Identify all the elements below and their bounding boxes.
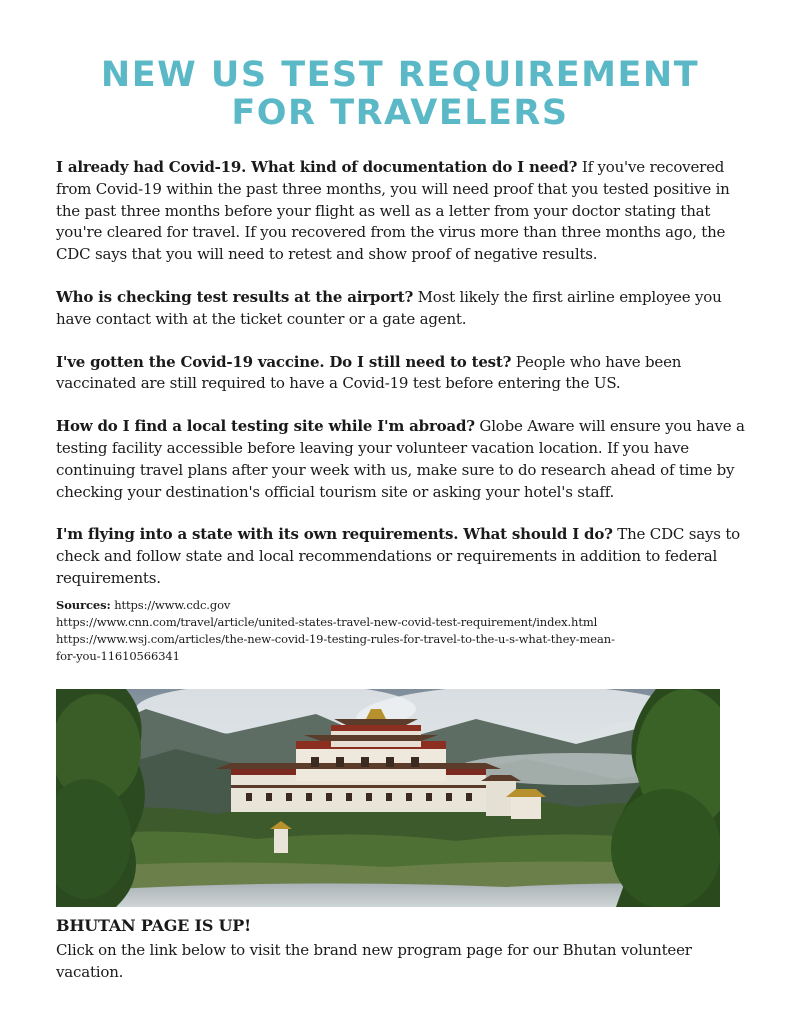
faq-question: How do I find a local testing site while I'm abroad? [56,417,475,436]
faq-section [56,157,752,611]
footer-text: Click on the link below to visit the brand new program page for our Bhutan volunteer vacation. [56,941,692,981]
faq-question: Who is checking test results at the airport? [56,287,414,306]
faq-question: I'm flying into a state with its own requirements. What should I do? [56,525,613,544]
faq-answer: Most likely the first airline employee you have contact with at the ticket counter or a gate agent. [56,287,722,328]
faq-item-airport-check [56,287,752,331]
source-link-wsj-cont[interactable]: for-you-11610566341 [56,649,180,663]
faq-question: I've gotten the Covid-19 vaccine. Do I still need to test? [56,352,512,371]
bhutan-dzong-photo [56,689,720,907]
sources-label: Sources: [56,598,111,612]
page-title [0,56,800,132]
faq-answer: The CDC says to check and follow state and local recommendations or requirements in addition to federal requirements. [56,525,740,587]
source-link-wsj[interactable]: https://www.wsj.com/articles/the-new-covid-19-testing-rules-for-travel-to-the-u-s-what-they-mean- [56,632,615,646]
source-link-cdc[interactable]: https://www.cdc.gov [110,598,231,612]
footer-heading: BHUTAN PAGE IS UP! [56,916,251,935]
faq-answer: People who have been vaccinated are still required to have a Covid-19 test before entering the US. [56,352,682,393]
faq-item-state-requirements [56,524,752,589]
faq-item-documentation [56,157,752,266]
faq-item-testing-site [56,416,752,503]
page-title-line-2: FOR TRAVELERS [231,93,569,133]
source-link-cnn[interactable]: https://www.cnn.com/travel/article/united-states-travel-new-covid-test-requirement/index.html [56,615,598,629]
faq-answer: Globe Aware will ensure you have a testing facility accessible before leaving your volunteer vacation location. If you have continuing travel plans after your week with us, make sure to do research ahead of time by checking your destination's official tourism site or asking your hotel's staff. [56,417,745,501]
faq-answer: If you've recovered from Covid-19 within the past three months, you will need proof that you tested positive in the past three months before your flight as well as a letter from your doctor stating that you're cleared for travel. If you recovered from the virus more than three months ago, the CDC says that you will need to retest and show proof of negative results. [56,158,730,264]
source-line-cdc [56,597,756,614]
faq-question: I already had Covid-19. What kind of documentation do I need? [56,158,578,176]
page-title-line-1: NEW US TEST REQUIREMENT [100,55,700,95]
faq-item-vaccine [56,352,752,396]
sources-list [56,597,756,665]
